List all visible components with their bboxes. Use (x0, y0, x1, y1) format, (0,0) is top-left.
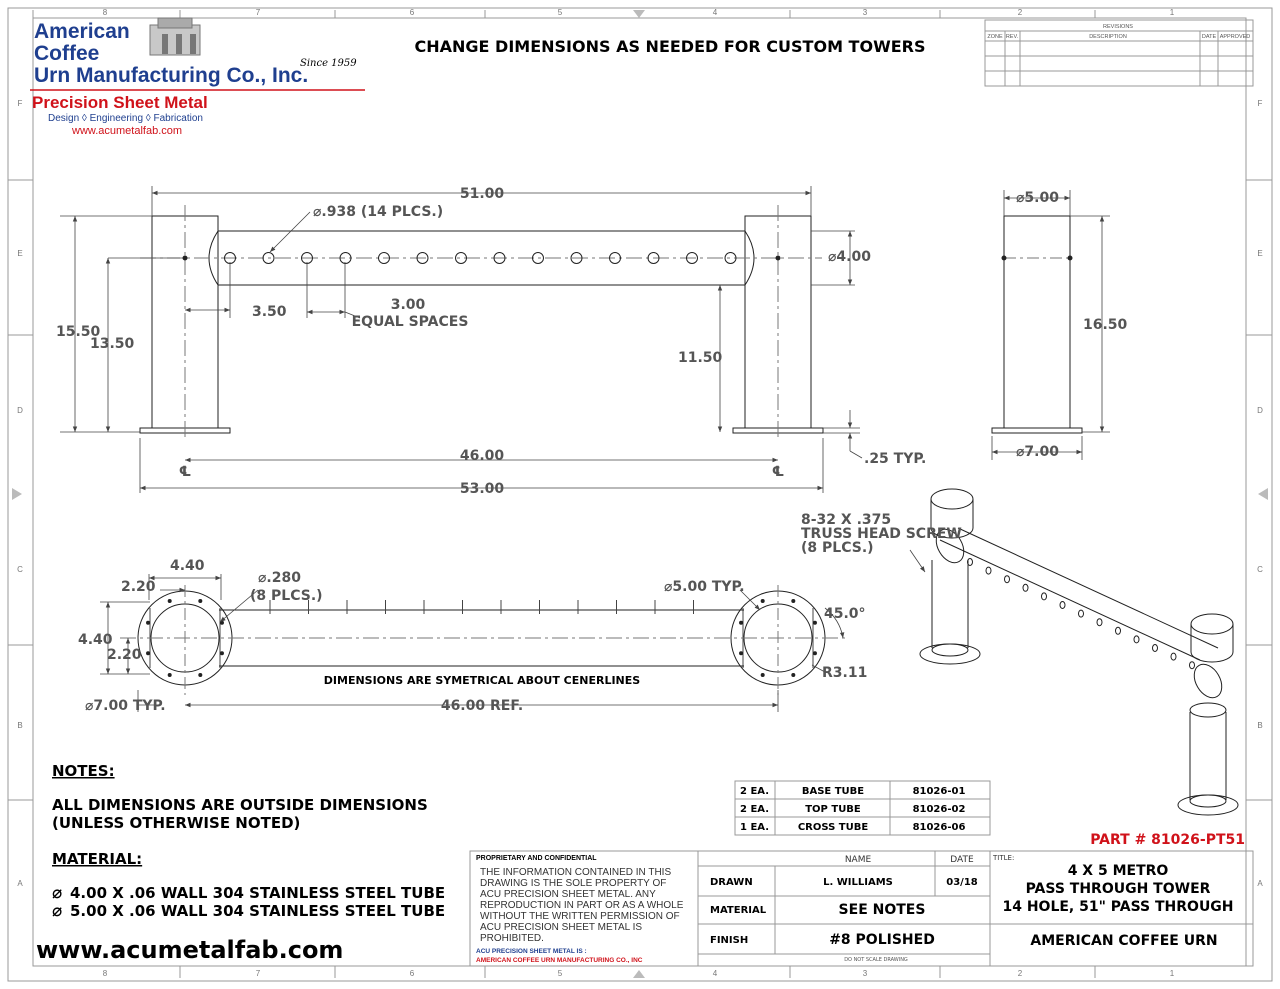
row-label: C (1257, 565, 1263, 574)
logo-services: Design ◊ Engineering ◊ Fabrication (48, 113, 203, 124)
screw-hole (813, 651, 817, 655)
row-label: C (17, 565, 23, 574)
hole-marks (270, 600, 694, 614)
logo-url: www.acumetalfab.com (72, 125, 183, 137)
screw-hole (146, 651, 150, 655)
col-label: 6 (409, 8, 415, 17)
drawing-title-2: PASS THROUGH TOWER (1025, 881, 1211, 897)
rev-col: DATE (1201, 34, 1217, 40)
bom-name: TOP TUBE (805, 804, 861, 815)
screw-hole (198, 599, 202, 603)
material-line-1: 4.00 X .06 WALL 304 STAINLESS STEEL TUBE (70, 884, 446, 902)
row-label: F (1257, 99, 1263, 108)
centerline-left: ℄ (178, 464, 192, 480)
sheet-border (8, 8, 1272, 981)
row-label: A (1257, 879, 1263, 888)
iso-hole (1153, 645, 1158, 652)
screw-spec: 8-32 X .375 (801, 512, 892, 528)
iso-hole (1005, 576, 1010, 583)
height-tube: 13.50 (90, 336, 135, 352)
centerline-right: ℄ (771, 464, 785, 480)
row-label: B (1257, 721, 1263, 730)
tube-dia-typ: ⌀5.00 TYP. (664, 579, 745, 595)
col-label: 3 (862, 969, 868, 978)
title-block-text (710, 854, 1234, 963)
notes-title: NOTES: (52, 762, 115, 780)
logo-tagline: Precision Sheet Metal (32, 93, 208, 112)
col-label: 3 (862, 8, 868, 17)
dim-4-40-side: 4.40 (78, 632, 113, 648)
iso-view (920, 489, 1238, 815)
prop-line: DRAWING IS THE SOLE PROPERTY OF (480, 878, 667, 889)
bom-name: BASE TUBE (801, 786, 865, 797)
col-label: 4 (712, 8, 718, 17)
row-label: B (17, 721, 23, 730)
material-line-2: 5.00 X .06 WALL 304 STAINLESS STEEL TUBE (70, 902, 446, 920)
drawing-title-1: 4 X 5 METRO (1067, 863, 1169, 879)
iso-hole (1097, 619, 1102, 626)
title-label: TITLE: (993, 854, 1015, 862)
bom-text (740, 786, 965, 833)
col-label: 2 (1017, 8, 1023, 17)
screw-hole-dia: ⌀.280 (258, 570, 301, 586)
base-thickness: .25 TYP. (864, 451, 927, 467)
col-label: 4 (712, 969, 718, 978)
logo-line3: Urn Manufacturing Co., Inc. (34, 64, 309, 87)
screw-hole (791, 599, 795, 603)
date-header: DATE (950, 855, 974, 865)
prop-footer-2: AMERICAN COFFEE URN MANUFACTURING CO., INC (476, 957, 643, 964)
col-label: 7 (255, 969, 261, 978)
row-label: F (17, 99, 23, 108)
drawn-name: L. WILLIAMS (823, 877, 893, 888)
notes-section (36, 762, 445, 964)
drawn-label: DRAWN (710, 877, 753, 888)
row-label: E (17, 249, 23, 258)
iso-hole (1042, 593, 1047, 600)
hole-diameter: ⌀.938 (14 PLCS.) (313, 204, 444, 220)
company-name: AMERICAN COFFEE URN (1030, 933, 1218, 949)
zone-ticks (8, 10, 1272, 978)
bom-part: 81026-06 (912, 822, 966, 833)
revisions-text (987, 24, 1250, 40)
bom-part: 81026-02 (912, 804, 966, 815)
drawing-title-3: 14 HOLE, 51" PASS THROUGH (1002, 899, 1234, 915)
base-length: 53.00 (459, 481, 505, 497)
screw-hole (168, 673, 172, 677)
name-header: NAME (844, 855, 872, 865)
top-tube-dia: ⌀5.00 (1016, 190, 1059, 206)
proprietary-notice (476, 855, 684, 964)
screw-hole (198, 673, 202, 677)
screw-hole (813, 621, 817, 625)
height-cross: 11.50 (678, 350, 723, 366)
side-view (992, 216, 1082, 433)
zone-labels-side (17, 99, 1263, 888)
iso-hole-row (968, 559, 1195, 669)
base-dia-typ: ⌀7.00 TYP. (85, 698, 166, 714)
note-line-1: ALL DIMENSIONS ARE OUTSIDE DIMENSIONS (52, 796, 428, 814)
bom-qty: 1 EA. (740, 822, 769, 833)
screw-type: TRUSS HEAD SCREW (801, 526, 962, 542)
ref-length: 46.00 REF. (440, 698, 524, 714)
row-label: D (17, 406, 23, 415)
prop-line: ACU PRECISION SHEET METAL IS (480, 922, 643, 933)
top-dim-text (78, 558, 867, 714)
side-dim-text (1016, 190, 1128, 460)
dim-2-20-side: 2.20 (107, 647, 142, 663)
screw-hole (791, 673, 795, 677)
logo-line2: Coffee (34, 42, 100, 65)
screw-hole (761, 599, 765, 603)
drawn-date: 03/18 (946, 877, 978, 888)
base-dia: ⌀7.00 (1016, 444, 1059, 460)
col-label: 6 (409, 969, 415, 978)
center-distance: 46.00 (459, 448, 505, 464)
material-title: MATERIAL: (52, 850, 143, 868)
bom-qty: 2 EA. (740, 804, 769, 815)
front-dimensions (60, 186, 862, 493)
center-arrows (12, 10, 1268, 978)
front-view (140, 205, 823, 440)
screw-hole-count: (8 PLCS.) (250, 588, 323, 604)
prop-line: REPRODUCTION IN PART OR AS A WHOLE (480, 900, 684, 911)
iso-hole (1079, 610, 1084, 617)
revisions-title: REVISIONS (1103, 24, 1133, 30)
prop-line: WITHOUT THE WRITTEN PERMISSION OF (480, 911, 680, 922)
symmetry-note: DIMENSIONS ARE SYMETRICAL ABOUT CENERLINES (323, 674, 641, 687)
bom-qty: 2 EA. (740, 786, 769, 797)
row-label: D (1257, 406, 1263, 415)
col-label: 2 (1017, 969, 1023, 978)
no-scale-note: DO NOT SCALE DRAWING (844, 957, 908, 963)
finish-label: FINISH (710, 935, 749, 946)
col-label: 7 (255, 8, 261, 17)
rev-col: REV. (1005, 34, 1019, 40)
iso-hole (1023, 584, 1028, 591)
row-label: E (1257, 249, 1263, 258)
company-logo (30, 18, 365, 137)
dim-4-40-top: 4.40 (170, 558, 205, 574)
row-label: A (17, 879, 23, 888)
col-label: 1 (1169, 969, 1175, 978)
prop-line: PROHIBITED. (480, 933, 544, 944)
iso-hole (1060, 602, 1065, 609)
rev-col: ZONE (987, 34, 1003, 40)
iso-hole (986, 567, 991, 574)
prop-line: ACU PRECISION SHEET METAL. ANY (480, 889, 656, 900)
col-label: 5 (557, 8, 563, 17)
page-title: CHANGE DIMENSIONS AS NEEDED FOR CUSTOM TOWERS (414, 37, 926, 56)
note-line-2: (UNLESS OTHERWISE NOTED) (52, 814, 301, 832)
screw-hole (761, 673, 765, 677)
col-label: 8 (102, 969, 108, 978)
bom-name: CROSS TUBE (797, 822, 869, 833)
prop-title: PROPRIETARY AND CONFIDENTIAL (476, 855, 597, 862)
urn-graphic (150, 18, 200, 55)
since-text: Since 1959 (300, 58, 357, 69)
spacing-dim: 3.00 (390, 297, 426, 313)
iso-hole (1190, 662, 1195, 669)
iso-hole (1116, 627, 1121, 634)
screw-count: (8 PLCS.) (801, 540, 874, 556)
col-label: 1 (1169, 8, 1175, 17)
rev-col: DESCRIPTION (1089, 34, 1127, 40)
col-label: 8 (102, 8, 108, 17)
diameter-symbol-2: ⌀ (52, 901, 63, 921)
website-link: www.acumetalfab.com (36, 936, 344, 964)
side-height: 16.50 (1083, 317, 1128, 333)
diameter-symbol-1: ⌀ (52, 883, 63, 903)
radius-dim: R3.11 (822, 665, 868, 681)
material-label: MATERIAL (710, 905, 767, 916)
angle-dim: 45.0° (824, 606, 866, 622)
first-hole-dim: 3.50 (252, 304, 287, 320)
finish-value: #8 POLISHED (829, 932, 935, 948)
logo-line1: American (34, 20, 130, 43)
screw-hole (220, 651, 224, 655)
front-dim-text (56, 186, 926, 497)
iso-hole (1171, 653, 1176, 660)
rev-col: APPROVED (1219, 34, 1251, 40)
dim-2-20-top: 2.20 (121, 579, 156, 595)
col-label: 5 (557, 969, 563, 978)
screw-hole (739, 651, 743, 655)
tube-diameter: ⌀4.00 (828, 249, 871, 265)
bom-part: 81026-01 (912, 786, 966, 797)
material-value: SEE NOTES (838, 902, 926, 918)
height-total: 15.50 (56, 324, 101, 340)
iso-callout (801, 512, 962, 572)
overall-length: 51.00 (459, 186, 505, 202)
screw-hole (168, 599, 172, 603)
screw-hole (146, 621, 150, 625)
spacing-note: EQUAL SPACES (351, 314, 469, 330)
screw-hole (739, 621, 743, 625)
prop-line: THE INFORMATION CONTAINED IN THIS (480, 867, 672, 878)
part-number: PART # 81026-PT51 (1090, 832, 1245, 848)
hole-row (225, 253, 737, 264)
prop-footer-1: ACU PRECISION SHEET METAL IS : (476, 948, 587, 955)
iso-hole (1134, 636, 1139, 643)
